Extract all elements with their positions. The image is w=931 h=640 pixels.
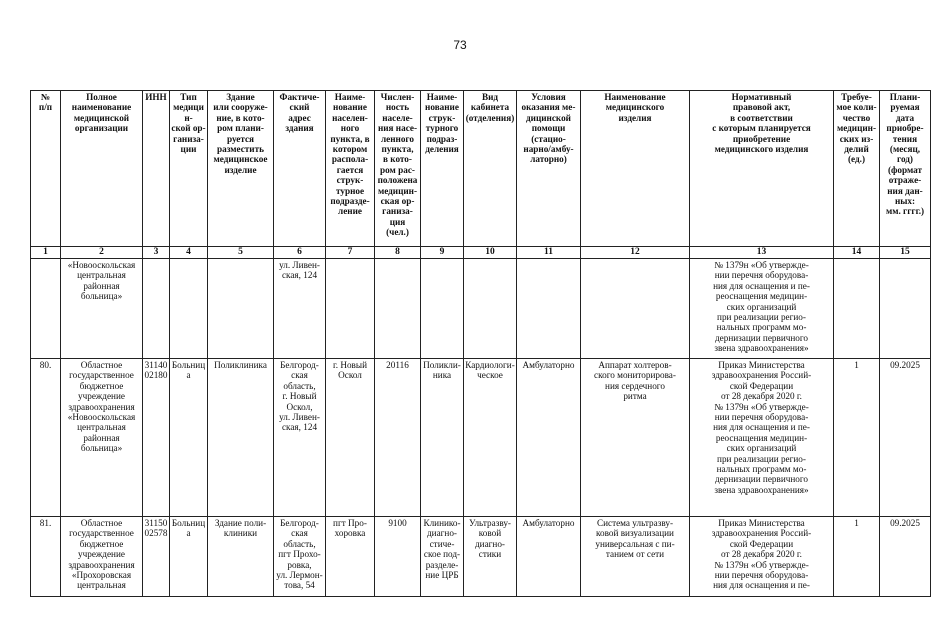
header-cell: Полное наименование медицинской организации	[61, 91, 143, 247]
address-cell: Белгород- ская область, г. Новый Оскол, ул. Ливен- ская, 124	[274, 359, 326, 517]
org-type-cell: Больница	[170, 517, 208, 597]
column-number: 3	[143, 247, 170, 259]
table-cell	[834, 259, 880, 359]
row-number: 80.	[31, 359, 61, 517]
column-number: 7	[326, 247, 375, 259]
table-cell	[375, 259, 421, 359]
header-cell: Наиме- нование населен- ного пункта, в котором распола- гается струк- турное подразде- ление	[326, 91, 375, 247]
legal-act-cell: Приказ Министерства здравоохранения Россий- ской Федерации от 28 декабря 2020 г. № 1379н «Об утвержде- нии перечня оборудова- ния для оснащения и пе-	[690, 517, 834, 597]
table-row	[31, 359, 931, 517]
table-cell	[31, 259, 61, 359]
column-number: 11	[517, 247, 581, 259]
org-type-cell: Больница	[170, 359, 208, 517]
table-cell	[170, 259, 208, 359]
header-cell: ИНН	[143, 91, 170, 247]
column-number: 15	[880, 247, 931, 259]
quantity-cell: 1	[834, 359, 880, 517]
column-number: 6	[274, 247, 326, 259]
table-cell	[421, 259, 464, 359]
population-cell: 20116	[375, 359, 421, 517]
building-cell: Здание поли- клиники	[208, 517, 274, 597]
table-cell	[581, 259, 690, 359]
inn-cell: 31150 02578	[143, 517, 170, 597]
header-cell: Вид кабинета (отделения)	[464, 91, 517, 247]
header-cell: Требуе- мое коли- чество медицин- ских из- делий (ед.)	[834, 91, 880, 247]
cabinet-type-cell: Ультразву- ковой диагно- стики	[464, 517, 517, 597]
row-number: 81.	[31, 517, 61, 597]
page-number: 73	[453, 38, 467, 52]
table-cell: «Новооскольская центральная районная больница»	[61, 259, 143, 359]
inn-cell: 31140 02180	[143, 359, 170, 517]
population-cell: 9100	[375, 517, 421, 597]
column-number: 12	[581, 247, 690, 259]
column-number: 1	[31, 247, 61, 259]
care-conditions-cell: Амбулаторно	[517, 359, 581, 517]
table-row	[31, 259, 931, 359]
division-cell: Поликли- ника	[421, 359, 464, 517]
table-cell	[517, 259, 581, 359]
header-cell: Наиме- нование струк- турного подраз- деления	[421, 91, 464, 247]
settlement-cell: г. Новый Оскол	[326, 359, 375, 517]
column-number: 13	[690, 247, 834, 259]
header-cell: № п/п	[31, 91, 61, 247]
header-cell: Тип медицин- ской ор- ганиза- ции	[170, 91, 208, 247]
header-row	[31, 91, 931, 247]
planned-date-cell: 09.2025	[880, 359, 931, 517]
building-cell: Поликлиника	[208, 359, 274, 517]
header-cell: Плани- руемая дата приобре- тения (месяц, год) (формат отраже- ния дан- ных: мм. гггг.)	[880, 91, 931, 247]
header-cell: Здание или сооруже- ние, в кото- ром плани- руется разместить медицинское изделие	[208, 91, 274, 247]
table-cell	[464, 259, 517, 359]
planned-date-cell: 09.2025	[880, 517, 931, 597]
table-cell	[208, 259, 274, 359]
header-cell: Наименование медицинского изделия	[581, 91, 690, 247]
table-row	[31, 517, 931, 597]
table-cell	[326, 259, 375, 359]
column-number: 4	[170, 247, 208, 259]
organization-name: Областное государственное бюджетное учреждение здравоохранения «Прохоровская центральная	[61, 517, 143, 597]
header-cell: Нормативный правовой акт, в соответствии с которым планируется приобретение медицинского изделия	[690, 91, 834, 247]
column-number-row	[31, 247, 931, 259]
table-cell: ул. Ливен- ская, 124	[274, 259, 326, 359]
column-number: 2	[61, 247, 143, 259]
column-number: 5	[208, 247, 274, 259]
header-cell: Условия оказания ме- дицинской помощи (стацио- нарно/амбу- латорно)	[517, 91, 581, 247]
column-number: 9	[421, 247, 464, 259]
address-cell: Белгород- ская область, пгт Прохо- ровка, ул. Лермон- това, 54	[274, 517, 326, 597]
column-number: 8	[375, 247, 421, 259]
care-conditions-cell: Амбулаторно	[517, 517, 581, 597]
device-name-cell: Система ультразву- ковой визуализации универсальная с пи- танием от сети	[581, 517, 690, 597]
table-cell	[143, 259, 170, 359]
settlement-cell: пгт Про- хоровка	[326, 517, 375, 597]
legal-act-cell: Приказ Министерства здравоохранения Россий- ской Федерации от 28 декабря 2020 г. № 1379н «Об утвержде- нии перечня оборудова- ния для оснащения и пе- реоснащения медицин- ских организаций при реализации регио- нальных программ мо- дернизации первичного звена здравоохранения»	[690, 359, 834, 517]
equipment-table	[30, 90, 931, 597]
header-cell: Числен- ность населе- ния насе- ленного пункта, в кото- ром рас- положена медицин- ская ор- ганиза- ция (чел.)	[375, 91, 421, 247]
table-cell	[880, 259, 931, 359]
column-number: 10	[464, 247, 517, 259]
quantity-cell: 1	[834, 517, 880, 597]
column-number: 14	[834, 247, 880, 259]
header-cell: Фактиче- ский адрес здания	[274, 91, 326, 247]
organization-name: Областное государственное бюджетное учреждение здравоохранения «Новооскольская центральная районная больница»	[61, 359, 143, 517]
device-name-cell: Аппарат холтеров- ского мониторирова- ния сердечного ритма	[581, 359, 690, 517]
table-cell: № 1379н «Об утвержде- нии перечня оборудова- ния для оснащения и пе- реоснащения медицин- ских организаций при реализации регио- нальных программ мо- дернизации первичного звена здравоохранения»	[690, 259, 834, 359]
cabinet-type-cell: Кардиологи- ческое	[464, 359, 517, 517]
division-cell: Клинико- диагно- стиче- ское под- разделе- ние ЦРБ	[421, 517, 464, 597]
